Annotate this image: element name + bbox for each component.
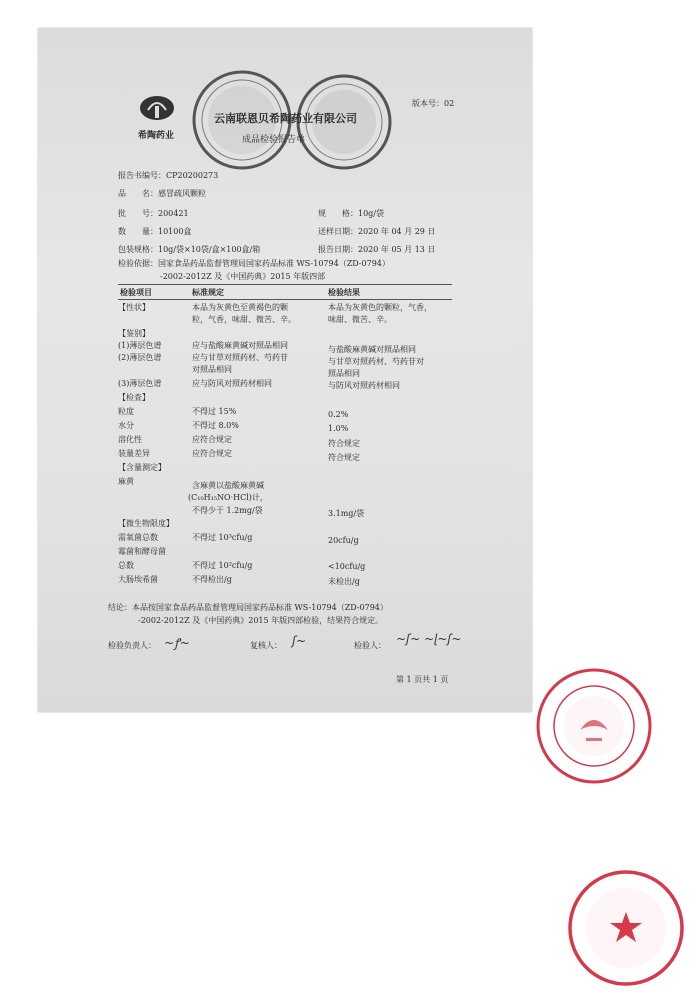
row-item: 麻黄 <box>118 477 134 486</box>
row-std: 不得过 8.0% <box>192 421 239 430</box>
row-res: 本品为灰黄色的颗粒，气香， <box>328 303 432 312</box>
conclusion-line-1: 结论：本品按国家食品药品监督管理局国家药品标准 WS-10794（ZD-0794） <box>108 603 388 612</box>
row-std: 不得过 10³cfu/g <box>192 533 253 542</box>
row-item: 总数 <box>118 561 134 570</box>
row-item: 【鉴别】 <box>118 329 150 338</box>
row-res: 与盐酸麻黄碱对照品相同 <box>328 345 416 354</box>
row-res: 味甜、微苦、辛。 <box>328 315 392 324</box>
row-std: 应符合规定 <box>192 435 232 444</box>
quantity: 数 量：10100盒 <box>118 227 192 236</box>
basis-line-1: 检验依据：国家食品药品监督管理局国家药品标准 WS-10794（ZD-0794） <box>118 259 390 268</box>
row-std: 应与甘草对照药材、芍药苷 <box>192 353 288 362</box>
row-item: 【性状】 <box>118 303 150 312</box>
row-res: 未检出/g <box>328 577 360 586</box>
row-item: 霉菌和酵母菌 <box>118 547 166 556</box>
inspect-date: 送样日期：2020 年 04 月 29 日 <box>318 227 436 236</box>
row-item: 粒度 <box>118 407 134 416</box>
reviewer-label: 复核人： <box>250 641 282 650</box>
row-item: (2)薄层色谱 <box>118 353 162 362</box>
batch-no: 批 号：200421 <box>118 209 189 218</box>
inspector-label: 检验人： <box>354 641 386 650</box>
row-res: 与防风对照药材相同 <box>328 381 400 390</box>
row-std: 应与防风对照药材相同 <box>192 379 272 388</box>
reviewer-signature: ʃ~ <box>292 634 307 648</box>
row-item: (3)薄层色谱 <box>118 379 162 388</box>
row-item: 装量差异 <box>118 449 150 458</box>
report-title: 成品检验报告单 <box>242 135 306 145</box>
row-std: 对照品相同 <box>192 365 232 374</box>
inspector-signature: ~ʃ~ ~ɭ~ʃ~ <box>396 632 462 646</box>
row-item: 【微生物限度】 <box>118 519 174 528</box>
row-res: 符合规定 <box>328 439 360 448</box>
header-standard: 标准规定 <box>192 287 224 297</box>
row-std: 粒，气香，味甜、微苦、辛。 <box>192 315 296 324</box>
red-stamp-zhejiang <box>534 666 654 786</box>
row-res: 与甘草对照药材、芍药苷对 <box>328 357 424 366</box>
row-std: (C₁₀H₁₅NO·HCl)计， <box>188 493 268 502</box>
row-res: 3.1mg/袋 <box>328 509 365 518</box>
page-number: 第 1 页共 1 页 <box>396 675 449 684</box>
row-std: 不得少于 1.2mg/袋 <box>192 506 263 515</box>
report-paper <box>38 28 532 712</box>
table-header-rule <box>118 299 452 300</box>
report-no: 报告书编号：CP20200273 <box>118 171 219 180</box>
row-std: 应符合规定 <box>192 449 232 458</box>
row-res: 20cfu/g <box>328 536 359 545</box>
row-res: <10cfu/g <box>328 562 366 571</box>
row-std: 不得检出/g <box>192 575 232 584</box>
row-item: 需氧菌总数 <box>118 533 158 542</box>
row-item: 水分 <box>118 421 134 430</box>
chief-label: 检验负责人： <box>108 641 156 650</box>
row-res: 1.0% <box>328 424 349 433</box>
company-name: 云南联恩贝希陶药业有限公司 <box>214 112 357 125</box>
row-item: 大肠埃希菌 <box>118 575 158 584</box>
xitao-logo-icon <box>138 94 176 124</box>
spec: 规 格：10g/袋 <box>318 209 384 218</box>
row-item: 【检查】 <box>118 393 150 402</box>
header-result: 检验结果 <box>328 287 360 297</box>
row-std: 本品为灰黄色至黄褐色的颗 <box>192 303 288 312</box>
row-item: 【含量测定】 <box>118 463 166 472</box>
logo-text: 希陶药业 <box>138 131 175 141</box>
red-stamp-suzhou <box>566 868 686 988</box>
row-res: 符合规定 <box>328 453 360 462</box>
row-item: 溶化性 <box>118 435 142 444</box>
row-res: 0.2% <box>328 410 349 419</box>
product-name: 品 名：感冒疏风颗粒 <box>118 189 206 198</box>
row-std: 不得过 15% <box>192 407 237 416</box>
header-item: 检验项目 <box>120 287 152 297</box>
row-std: 不得过 10²cfu/g <box>192 561 253 570</box>
package-spec: 包装规格：10g/袋×10袋/盒×100盒/箱 <box>118 245 261 254</box>
row-std: 应与盐酸麻黄碱对照品相同 <box>192 341 288 350</box>
conclusion-line-2: -2002-2012Z 及《中国药典》2015 年版四部检验，结果符合规定。 <box>138 616 384 625</box>
chief-signature: ~ꝭ~ <box>164 636 190 650</box>
row-item: (1)薄层色谱 <box>118 341 162 350</box>
table-top-rule <box>118 284 452 285</box>
report-date: 报告日期：2020 年 05 月 13 日 <box>318 245 436 254</box>
version-no: 版本号：02 <box>412 99 455 108</box>
row-res: 照品相同 <box>328 369 360 378</box>
row-std: 含麻黄以盐酸麻黄碱 <box>192 481 264 490</box>
basis-line-2: -2002-2012Z 及《中国药典》2015 年版四部 <box>160 272 326 281</box>
